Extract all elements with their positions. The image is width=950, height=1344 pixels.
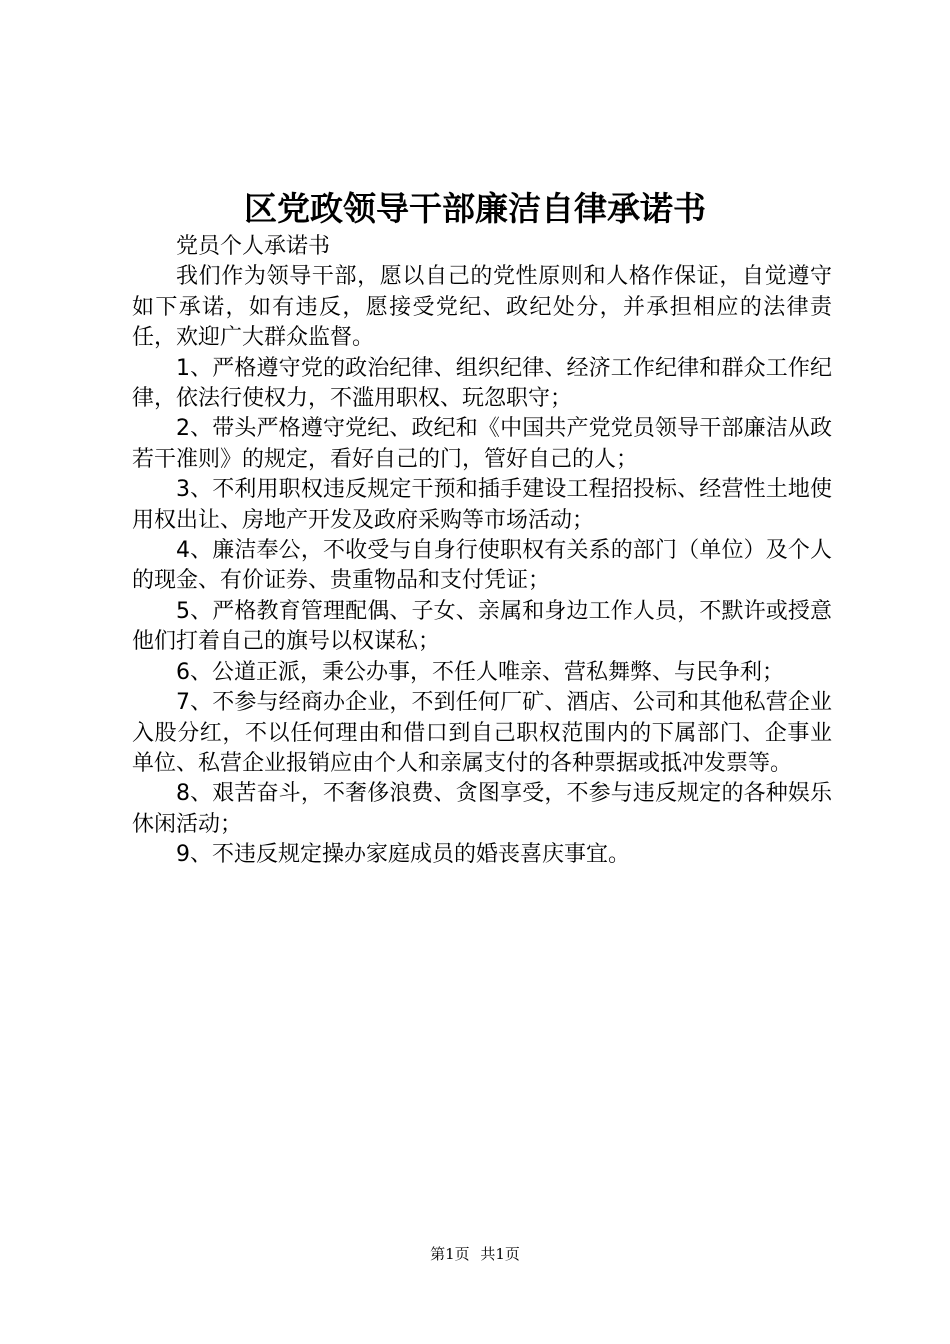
- commitment-item-2: 2、带头严格遵守党纪、政纪和《中国共产党党员领导干部廉洁从政若干准则》的规定，看好自己的门，管好自己的人；: [132, 416, 832, 472]
- subtitle-paragraph: 党员个人承诺书: [176, 234, 331, 259]
- commitment-item-3: 3、不利用职权违反规定干预和插手建设工程招投标、经营性土地使用权出让、房地产开发及政府采购等市场活动；: [132, 477, 832, 533]
- document-body: [132, 232, 832, 871]
- commitment-item-5: 5、严格教育管理配偶、子女、亲属和身边工作人员，不默许或授意他们打着自己的旗号以权谋私；: [132, 598, 832, 655]
- document-title: 区党政领导干部廉洁自律承诺书: [244, 189, 706, 228]
- commitment-item-8: 8、艰苦奋斗，不奢侈浪费、贪图享受，不参与违反规定的各种娱乐休闲活动；: [132, 781, 832, 837]
- commitment-item-4: 4、廉洁奉公，不收受与自身行使职权有关系的部门（单位）及个人的现金、有价证券、贵重物品和支付凭证；: [132, 538, 832, 594]
- commitment-item-7: 7、不参与经商办企业，不到任何厂矿、酒店、公司和其他私营企业入股分红，不以任何理由和借口到自己职权范围内的下属部门、企事业单位、私营企业报销应由个人和亲属支付的各种票据或抵冲发票等。: [132, 690, 832, 776]
- commitment-item-6: 6、公道正派，秉公办事，不任人唯亲、营私舞弊、与民争利；: [176, 659, 784, 685]
- commitment-item-9: 9、不违反规定操办家庭成员的婚丧喜庆事宜。: [176, 842, 630, 868]
- preamble-paragraph: 我们作为领导干部，愿以自己的党性原则和人格作保证，自觉遵守如下承诺，如有违反，愿接受党纪、政纪处分，并承担相应的法律责任，欢迎广大群众监督。: [132, 264, 832, 351]
- commitment-item-1: 1、严格遵守党的政治纪律、组织纪律、经济工作纪律和群众工作纪律，依法行使权力，不滥用职权、玩忽职守；: [132, 355, 832, 412]
- page-number-footer: 第1页 共1页: [430, 1245, 520, 1263]
